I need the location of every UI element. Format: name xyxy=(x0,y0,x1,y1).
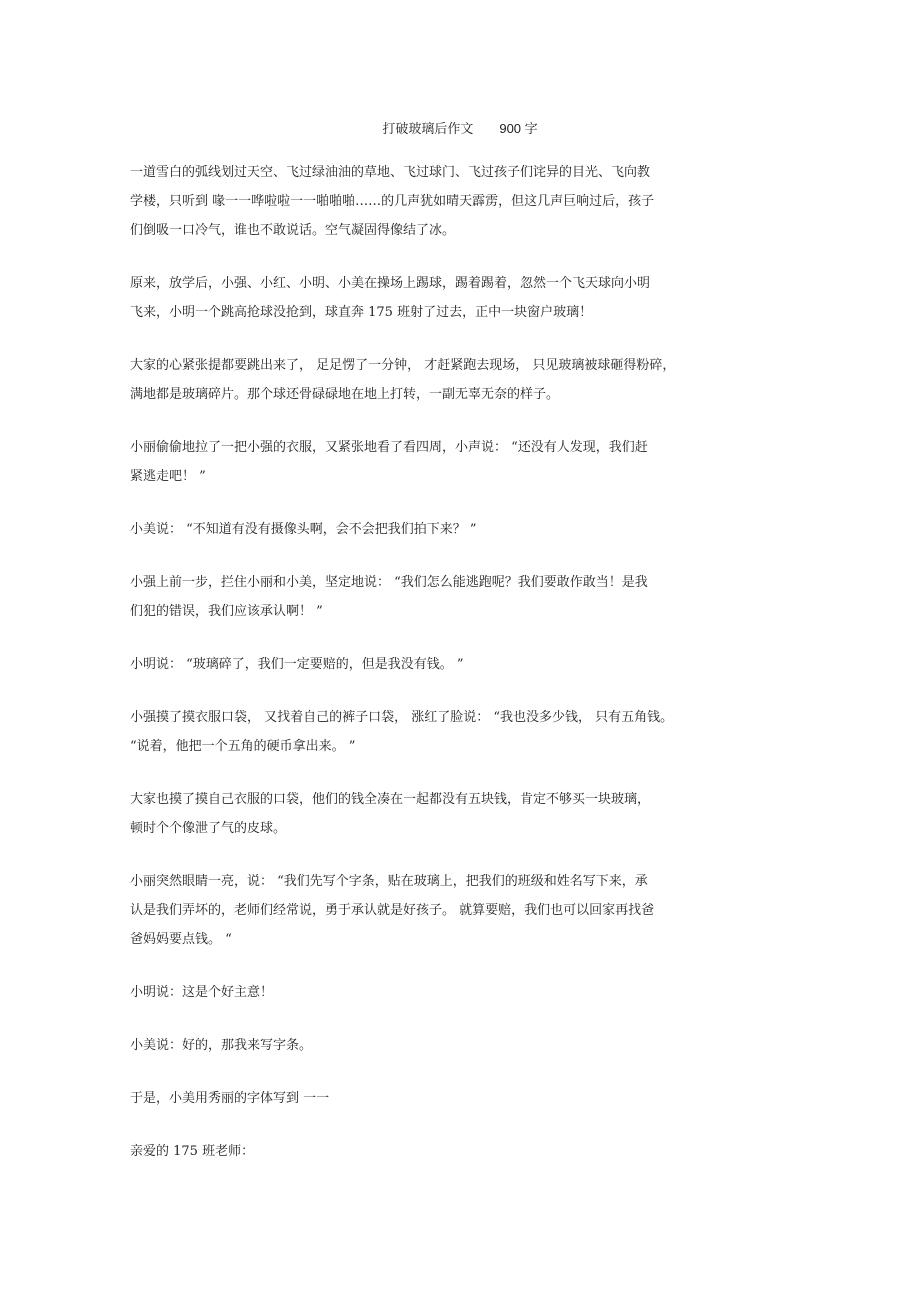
text-line: 小丽偷偷地拉了一把小强的衣服，又紧张地看了看四周，小声说： “还没有人发现，我们赶 xyxy=(130,440,648,455)
text-line: 于是，小美用秀丽的字体写到 一一 xyxy=(130,1091,330,1106)
paragraph xyxy=(130,650,730,679)
text-line: 认是我们弄坏的，老师们经常说，勇于承认就是好孩子。 就算要赔，我们也可以回家再找爸 xyxy=(130,903,655,918)
text-line: 小丽突然眼睛一亮，说： “我们先写个字条，贴在玻璃上，把我们的班级和姓名写下来，承 xyxy=(130,874,648,889)
text-line: 大家也摸了摸自己衣服的口袋，他们的钱全凑在一起都没有五块钱，肯定不够买一块玻璃， xyxy=(130,792,651,807)
text-line: 们倒吸一口冷气，谁也不敢说话。空气凝固得像结了冰。 xyxy=(130,223,456,238)
text-line: 们犯的错误，我们应该承认啊！ ” xyxy=(130,604,323,619)
text-line: 飞来，小明一个跳高抢球没抢到，球直奔 175 班射了过去，正中一块窗户玻璃！ xyxy=(130,305,593,320)
paragraph xyxy=(130,978,730,1007)
text-line: 满地都是玻璃碎片。那个球还骨碌碌地在地上打转，一副无辜无奈的样子。 xyxy=(130,387,560,402)
essay-body xyxy=(130,158,730,1190)
text-line: 紧逃走吧！ ” xyxy=(130,469,206,484)
text-line: 大家的心紧张提都要跳出来了， 足足愣了一分钟， 才赶紧跑去现场， 只见玻璃被球砸得粉碎， xyxy=(130,358,676,373)
paragraph xyxy=(130,1031,730,1060)
document-title xyxy=(0,120,920,139)
text-line: 小美说：好的，那我来写字条。 xyxy=(130,1038,313,1053)
paragraph xyxy=(130,269,730,327)
paragraph xyxy=(130,351,730,409)
text-line: 小明说：这是个好主意！ xyxy=(130,985,274,1000)
paragraph xyxy=(130,703,730,761)
paragraph xyxy=(130,568,730,626)
text-line: 一道雪白的弧线划过天空、飞过绿油油的草地、飞过球门、飞过孩子们诧异的目光、飞向教 xyxy=(130,165,651,180)
text-line: 小强上前一步，拦住小丽和小美，坚定地说： “我们怎么能逃跑呢？我们要敢作敢当！是我 xyxy=(130,575,648,590)
text-line: 顿时个个像泄了气的皮球。 xyxy=(130,821,287,836)
paragraph xyxy=(130,158,730,245)
paragraph xyxy=(130,867,730,954)
text-line: 原来，放学后，小强、小红、小明、小美在操场上踢球，踢着踢着，忽然一个飞天球向小明 xyxy=(130,276,651,291)
paragraph xyxy=(130,785,730,843)
text-line: “说着，他把一个五角的硬币拿出来。 ” xyxy=(130,739,356,754)
text-line: 亲爱的 175 班老师： xyxy=(130,1144,255,1159)
paragraph xyxy=(130,433,730,491)
text-line: 爸妈妈要点钱。 “ xyxy=(130,932,232,947)
text-line: 小美说： “不知道有没有摄像头啊，会不会把我们拍下来？ ” xyxy=(130,522,477,537)
text-line: 小强摸了摸衣服口袋， 又找着自己的裤子口袋， 涨红了脸说： “我也没多少钱， 只有五角钱。 xyxy=(130,710,674,725)
paragraph xyxy=(130,515,730,544)
paragraph xyxy=(130,1137,730,1166)
paragraph xyxy=(130,1084,730,1113)
text-line: 小明说： “玻璃碎了，我们一定要赔的，但是我没有钱。 ” xyxy=(130,657,464,672)
title-word-count: 900 字 xyxy=(499,121,538,136)
text-line: 学楼，只听到 喙一一哗啦啦一一啪啪啪……的几声犹如晴天霹雳，但这几声巨响过后，孩子 xyxy=(130,194,655,209)
title-text: 打破玻璃后作文 xyxy=(382,122,474,137)
